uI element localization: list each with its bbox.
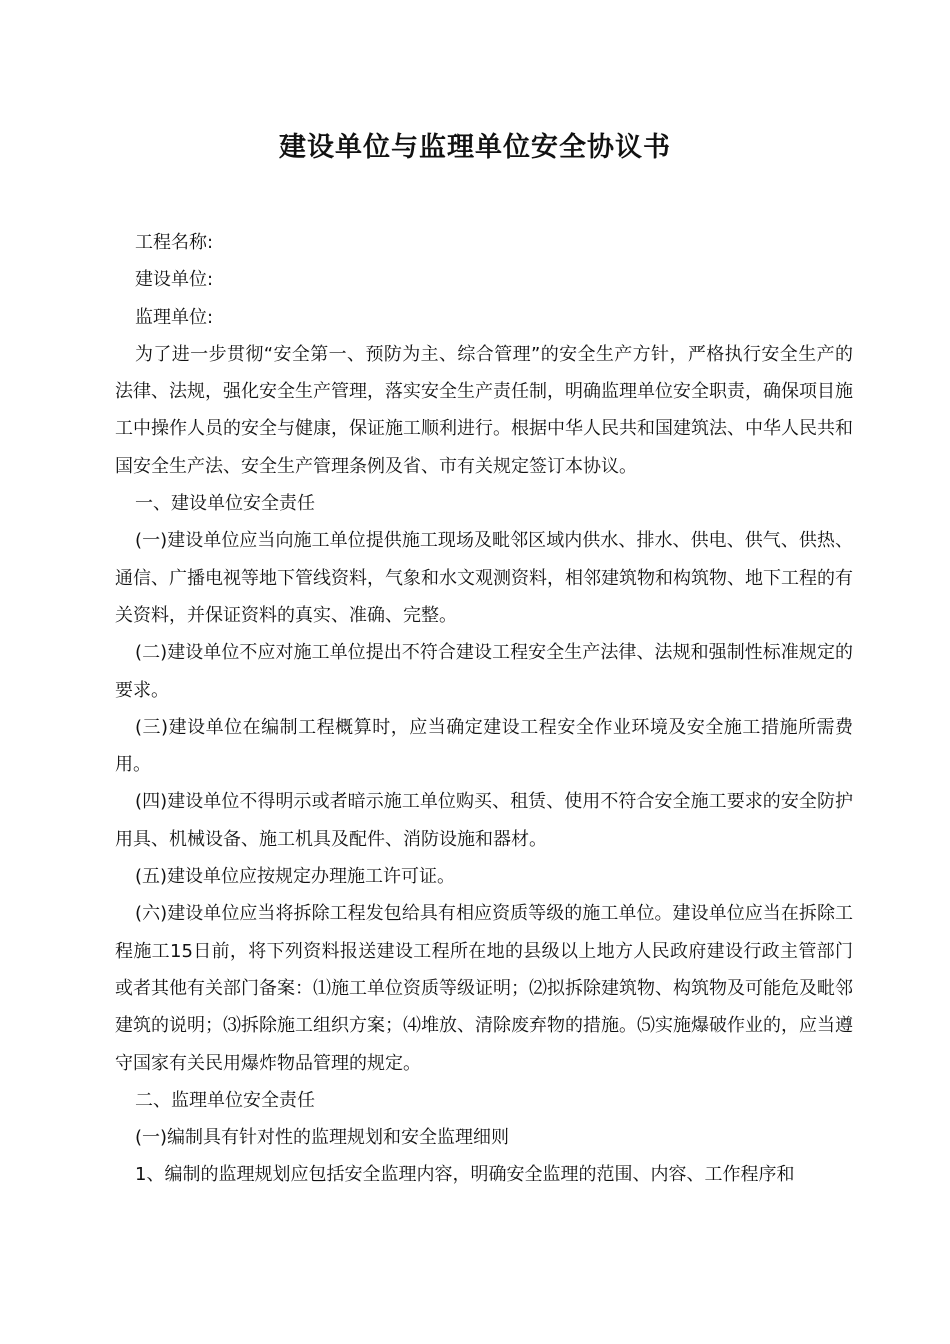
clause-2-1: (一)编制具有针对性的监理规划和安全监理细则 (135, 1127, 510, 1149)
clause-1-2: (二)建设单位不应对施工单位提出不符合建设工程安全生产法律、法规和强制性标准规定的要求。 (115, 642, 853, 701)
clause-1-5: (五)建设单位应按规定办理施工许可证。 (135, 866, 456, 888)
clause-1-6: (六)建设单位应当将拆除工程发包给具有相应资质等级的施工单位。建设单位应当在拆除工程施工15日前，将下列资料报送建设工程所在地的县级以上地方人民政府建设行政主管部门或者其他有关部门备案：⑴施工单位资质等级证明；⑵拟拆除建筑物、构筑物及可能危及毗邻建筑的说明；⑶拆除施工组织方案；⑷堆放、清除废弃物的措施。⑸实施爆破作业的，应当遵守国家有关民用爆炸物品管理的规定。 (115, 903, 853, 1074)
clause-1-3: (三)建设单位在编制工程概算时，应当确定建设工程安全作业环境及安全施工措施所需费用。 (115, 716, 853, 776)
clause-1-4: (四)建设单位不得明示或者暗示施工单位购买、租赁、使用不符合安全施工要求的安全防护用具、机械设备、施工机具及配件、消防设施和器材。 (115, 791, 853, 850)
field-project-name: 工程名称: (135, 232, 214, 253)
document-title: 建设单位与监理单位安全协议书 (279, 132, 671, 163)
document-body (115, 224, 853, 1194)
clause-1-1: (一)建设单位应当向施工单位提供施工现场及毗邻区域内供水、排水、供电、供气、供热、通信、广播电视等地下管线资料，气象和水文观测资料，相邻建筑物和构筑物、地下工程的有关资料，并保证资料的真实、准确、完整。 (115, 530, 853, 626)
clause-2-1-1: 1、编制的监理规划应包括安全监理内容，明确安全监理的范围、内容、工作程序和 (135, 1164, 795, 1186)
section-heading-1: 一、建设单位安全责任 (135, 493, 315, 515)
field-construction-unit: 建设单位: (135, 269, 214, 291)
section-heading-2: 二、监理单位安全责任 (135, 1089, 315, 1111)
field-supervision-unit: 监理单位: (135, 306, 214, 328)
intro-paragraph: 为了进一步贯彻“安全第一、预防为主、综合管理”的安全生产方针，严格执行安全生产的法律、法规，强化安全生产管理，落实安全生产责任制，明确监理单位安全职责，确保项目施工中操作人员的安全与健康，保证施工顺利进行。根据中华人民共和国建筑法、中华人民共和国安全生产法、安全生产管理条例及省、市有关规定签订本协议。 (115, 343, 853, 477)
